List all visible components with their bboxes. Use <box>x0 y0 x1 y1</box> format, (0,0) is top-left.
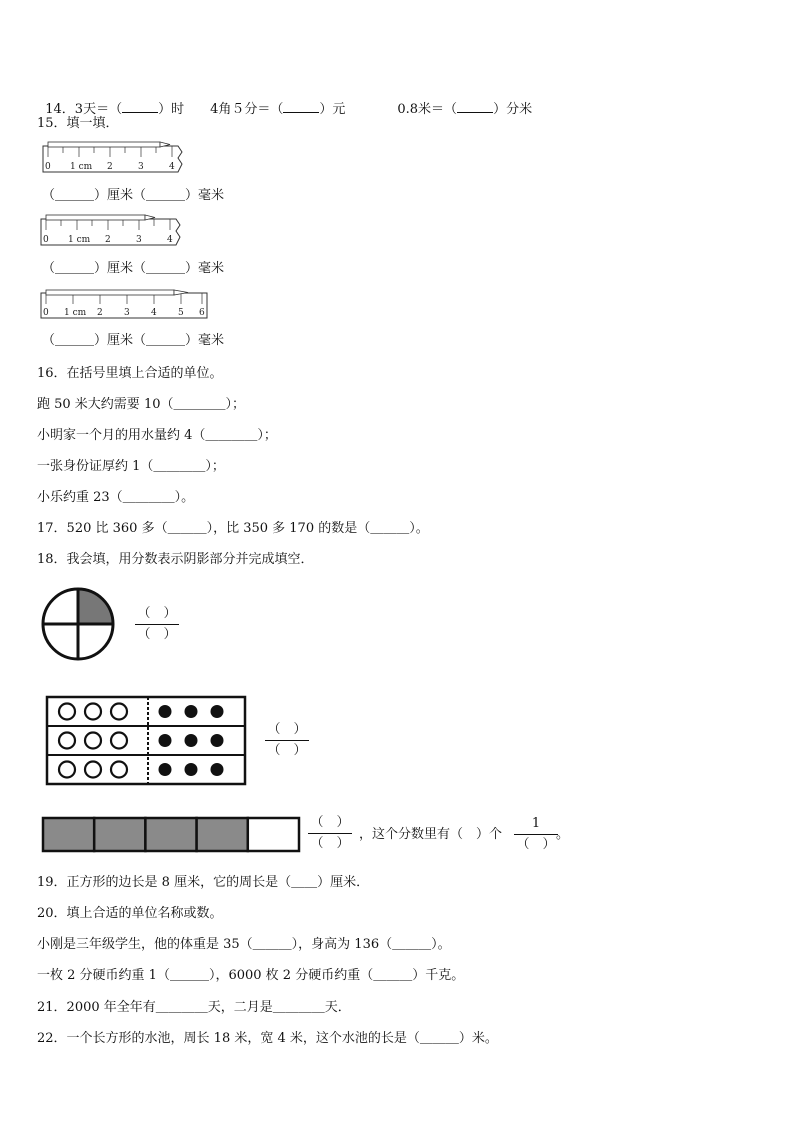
question-20-title: 20．填上合适的单位名称或数。 <box>37 906 223 921</box>
ruler-tick-label: 1 cm <box>68 235 91 245</box>
fraction-answer-1[interactable]: （ ） （ ） <box>135 606 179 643</box>
answer-blank[interactable] <box>283 100 319 113</box>
open-circle <box>111 762 127 778</box>
question-20-line[interactable]: 小刚是三年级学生，他的体重是 35（＿＿＿），身高为 136（＿＿＿）。 <box>37 937 451 952</box>
question-14: 14．3天＝（ ）时 4角５分＝（ ）元 0.8米＝（ ）分米 <box>45 102 533 117</box>
question-21[interactable]: 21．2000 年全年有＿＿＿＿天，二月是＿＿＿＿天． <box>37 1000 351 1015</box>
open-circle <box>59 704 75 720</box>
open-circle <box>111 704 127 720</box>
filled-circle <box>185 734 198 747</box>
bar-part-empty <box>248 818 299 851</box>
pencil-icon <box>46 215 155 220</box>
question-16-title: 16．在括号里填上合适的单位。 <box>37 366 223 381</box>
ruler-tick-label: 2 <box>107 162 113 172</box>
ruler-tick-label: 1 cm <box>64 308 87 318</box>
question-18-title: 18．我会填，用分数表示阴影部分并完成填空． <box>37 552 314 567</box>
question-16-line[interactable]: 跑 50 米大约需要 10（＿＿＿＿）； <box>37 397 245 412</box>
question-17[interactable]: 17．520 比 360 多（＿＿＿），比 350 多 170 的数是（＿＿＿）。 <box>37 521 429 536</box>
question-16-line[interactable]: 小明家一个月的用水量约 4（＿＿＿＿）； <box>37 428 277 443</box>
open-circle <box>111 733 127 749</box>
ruler-tick-label: 0 <box>43 308 49 318</box>
question-19[interactable]: 19．正方形的边长是 8 厘米，它的周长是（＿＿）厘米． <box>37 875 370 890</box>
filled-circle <box>211 734 224 747</box>
answer-line[interactable]: （＿＿＿）厘米（＿＿＿）毫米 <box>42 333 225 348</box>
question-15-title: 15．填一填． <box>37 116 119 131</box>
question-16-line[interactable]: 小乐约重 23（＿＿＿＿）。 <box>37 490 195 505</box>
bar-part-shaded <box>145 818 196 851</box>
filled-circle <box>159 734 172 747</box>
question-18-bar-text: ，这个分数里有（ ）个 <box>359 827 503 842</box>
open-circle <box>59 762 75 778</box>
filled-circle <box>185 705 198 718</box>
ruler-tick-label: 3 <box>138 162 144 172</box>
open-circle <box>85 733 101 749</box>
ruler-3 <box>40 287 210 321</box>
ruler-tick-label: 0 <box>43 235 49 245</box>
bar-part-shaded <box>94 818 145 851</box>
ruler-tick-label: 4 <box>151 308 157 318</box>
ruler-tick-label: 4 <box>169 162 175 172</box>
open-circle <box>59 733 75 749</box>
answer-line[interactable]: （＿＿＿）厘米（＿＿＿）毫米 <box>42 261 225 276</box>
bar-part-shaded <box>43 818 94 851</box>
ruler-tick-label: 0 <box>45 162 51 172</box>
ruler-2 <box>40 213 182 249</box>
dot-grid-figure <box>45 695 249 787</box>
fraction-circle <box>38 584 118 664</box>
pencil-icon <box>46 290 188 295</box>
ruler-1 <box>42 140 184 176</box>
ruler-tick-label: 3 <box>136 235 142 245</box>
question-20-line[interactable]: 一枚 2 分硬币约重 1（＿＿＿），6000 枚 2 分硬币约重（＿＿＿）千克。 <box>37 968 465 983</box>
filled-circle <box>211 763 224 776</box>
fraction-bar <box>40 815 302 855</box>
ruler-tick-label: 1 cm <box>70 162 93 172</box>
ruler-tick-label: 3 <box>124 308 130 318</box>
open-circle <box>85 704 101 720</box>
filled-circle <box>159 705 172 718</box>
question-16-line[interactable]: 一张身份证厚约 1（＿＿＿＿）； <box>37 459 225 474</box>
unit-fraction[interactable]: 1 （ ） <box>514 816 558 853</box>
ruler-tick-label: 6 <box>199 308 205 318</box>
fraction-answer-3[interactable]: （ ） （ ） <box>308 815 352 852</box>
ruler-tick-label: 2 <box>105 235 111 245</box>
answer-blank[interactable] <box>122 100 158 113</box>
ruler-tick-label: 4 <box>167 235 173 245</box>
filled-circle <box>185 763 198 776</box>
question-22[interactable]: 22．一个长方形的水池，周长 18 米，宽 4 米，这个水池的长是（＿＿＿）米。 <box>37 1031 498 1046</box>
filled-circle <box>211 705 224 718</box>
bar-part-shaded <box>197 818 248 851</box>
ruler-tick-label: 5 <box>178 308 184 318</box>
fraction-answer-2[interactable]: （ ） （ ） <box>265 722 309 759</box>
question-18-end: 。 <box>556 827 570 842</box>
answer-line[interactable]: （＿＿＿）厘米（＿＿＿）毫米 <box>42 188 225 203</box>
answer-blank[interactable] <box>457 100 493 113</box>
pencil-icon <box>48 142 170 147</box>
filled-circle <box>159 763 172 776</box>
ruler-tick-label: 2 <box>97 308 103 318</box>
open-circle <box>85 762 101 778</box>
